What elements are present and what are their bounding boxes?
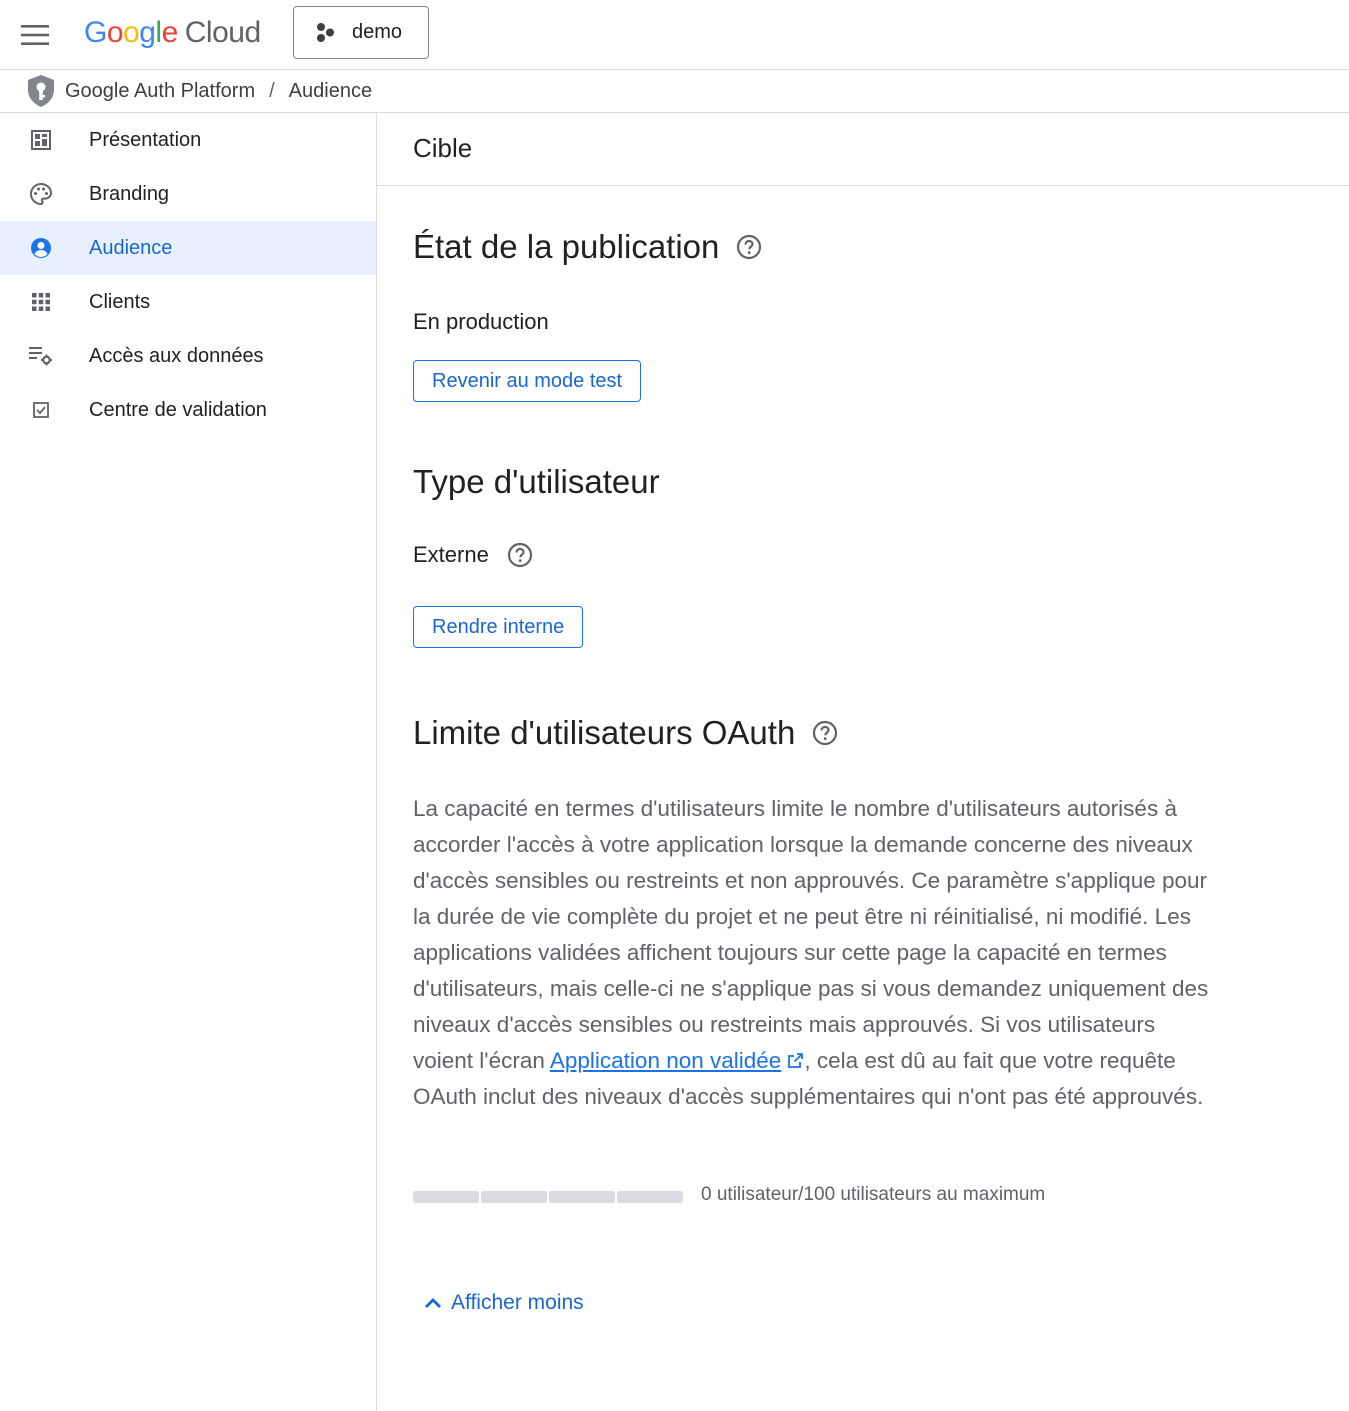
- sidebar-item-label: Branding: [89, 182, 170, 205]
- sidebar-item-label: Accès aux données: [89, 344, 264, 367]
- sidebar-item-clients[interactable]: [0, 275, 376, 329]
- sidebar-nav: [0, 113, 377, 1411]
- breadcrumb-current: Audience: [288, 79, 373, 102]
- project-picker-button[interactable]: [293, 6, 429, 59]
- oauth-limit-section-title: [413, 714, 838, 752]
- sidebar-item-presentation[interactable]: [0, 113, 376, 167]
- page-title: Cible: [413, 133, 473, 163]
- data-settings-icon: [29, 344, 53, 368]
- breadcrumb: [0, 70, 1349, 113]
- project-icon: [314, 22, 336, 44]
- dashboard-icon: [29, 128, 53, 152]
- user-cap-progress-text: 0 utilisateur/100 utilisateurs au maximum: [701, 1184, 1046, 1205]
- publishing-status-section-title: [413, 228, 762, 266]
- sidebar-item-label: Centre de validation: [89, 398, 267, 421]
- oauth-limit-heading: Limite d'utilisateurs OAuth: [413, 714, 796, 751]
- progress-segment: [413, 1191, 479, 1203]
- apps-grid-icon: [29, 290, 53, 314]
- help-icon[interactable]: [812, 720, 838, 746]
- breadcrumb-platform-link[interactable]: Google Auth Platform: [65, 79, 256, 102]
- sidebar-item-label: Présentation: [89, 128, 202, 151]
- page-header: [377, 113, 1349, 186]
- description-text: , cela est dû au fait que votre requête OAuth inclut des niveaux d'accès supplémentaires qui n'ont pas été approuvés.: [413, 1048, 1204, 1109]
- progress-segment: [617, 1191, 683, 1203]
- top-app-bar: [0, 0, 1349, 70]
- google-cloud-logo[interactable]: [84, 14, 261, 52]
- user-type-value: [413, 542, 533, 568]
- palette-icon: [29, 182, 53, 206]
- account-circle-icon: [29, 236, 53, 260]
- sidebar-item-branding[interactable]: [0, 167, 376, 221]
- external-link-icon: [786, 1052, 804, 1070]
- shield-key-icon: [26, 74, 56, 108]
- publishing-status-heading: État de la publication: [413, 228, 720, 265]
- user-type-text: Externe: [413, 542, 489, 567]
- project-name: demo: [352, 21, 403, 43]
- checkbox-icon: [29, 398, 53, 422]
- chevron-up-icon: [421, 1291, 445, 1315]
- logo-letter: o: [106, 16, 124, 49]
- progress-segment: [481, 1191, 547, 1203]
- logo-letter: g: [139, 16, 156, 49]
- help-icon[interactable]: [507, 542, 533, 568]
- progress-segment: [549, 1191, 615, 1203]
- unverified-app-link[interactable]: [550, 1048, 804, 1073]
- help-icon[interactable]: [736, 234, 762, 260]
- sidebar-item-label: Audience: [89, 236, 173, 259]
- sidebar-item-label: Clients: [89, 290, 151, 313]
- main-menu-button[interactable]: [18, 18, 52, 52]
- user-cap-progress-bar: [413, 1191, 683, 1203]
- oauth-limit-description: [413, 791, 1213, 1115]
- publishing-status-text: En production: [413, 309, 549, 334]
- sidebar-item-data-access[interactable]: [0, 329, 376, 383]
- logo-letter: o: [123, 16, 140, 49]
- logo-cloud-word: Cloud: [184, 16, 261, 49]
- user-type-heading: Type d'utilisateur: [413, 463, 660, 500]
- show-less-label: Afficher moins: [451, 1291, 584, 1314]
- user-type-section-title: [413, 463, 660, 501]
- menu-icon: [21, 25, 49, 45]
- breadcrumb-separator: /: [269, 79, 275, 102]
- unverified-app-link-text: Application non validée: [549, 1048, 782, 1073]
- logo-letter: e: [161, 16, 178, 49]
- make-internal-button[interactable]: Rendre interne: [413, 606, 583, 648]
- main-content: [377, 113, 1349, 1411]
- publishing-status-value: [413, 309, 549, 335]
- logo-letter: l: [155, 16, 162, 49]
- description-text: La capacité en termes d'utilisateurs limite le nombre d'utilisateurs autorisés à accorder l'accès à votre application lorsque la demande concerne des niveaux d'accès sensibles ou restreints et non approuvés. Ce paramètre s'applique pour la durée de vie complète du projet et ne peut être ni réinitialisé, ni modifié. Les applications validées affichent toujours sur cette page la capacité en termes d'utilisateurs, mais celle-ci ne s'applique pas si vous demandez uniquement des niveaux d'accès sensibles ou restreints mais approuvés. Si vos utilisateurs voient l'écran: [413, 796, 1209, 1073]
- back-to-testing-button[interactable]: Revenir au mode test: [413, 360, 641, 402]
- logo-letter: G: [84, 16, 107, 49]
- sidebar-item-audience[interactable]: [0, 221, 376, 275]
- sidebar-item-verification-center[interactable]: [0, 383, 376, 437]
- show-less-button[interactable]: [421, 1291, 584, 1315]
